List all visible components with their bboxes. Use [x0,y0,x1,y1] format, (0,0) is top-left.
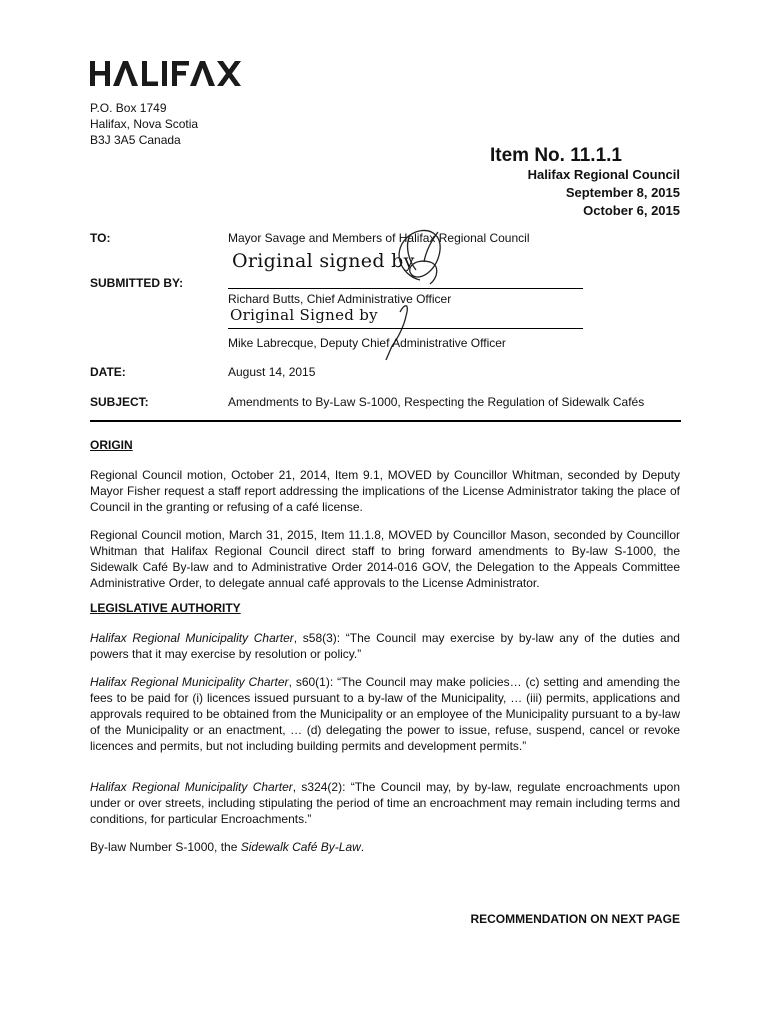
bylaw-prefix: By-law Number S-1000, the [90,840,241,854]
origin-paragraph-1: Regional Council motion, October 21, 2014, Item 9.1, MOVED by Councillor Whitman, seconded by Deputy Mayor Fisher request a staff report addressing the implications of the License Administrator taking the place of Council in the granting or refusing of a café license. [90,468,680,514]
submitted-by-label: SUBMITTED BY: [90,276,184,290]
address-line: P.O. Box 1749 [90,101,167,115]
origin-heading: ORIGIN [90,438,133,452]
charter-source: Halifax Regional Municipality Charter [90,780,293,794]
address-line: B3J 3A5 Canada [90,133,181,147]
signer-name-1: Richard Butts, Chief Administrative Officer [228,292,452,306]
subject-value: Amendments to By-Law S-1000, Respecting the Regulation of Sidewalk Cafés [228,395,645,409]
bylaw-title: Sidewalk Café By-Law [240,840,361,854]
signature-line [228,328,583,329]
halifax-logo [90,58,242,90]
next-page-note: RECOMMENDATION ON NEXT PAGE [470,912,680,926]
item-number: Item No. 11.1.1 [489,145,622,166]
meeting-date: September 8, 2015 [565,185,680,200]
charter-source: Halifax Regional Municipality Charter [90,675,289,689]
signer-name-2: Mike Labrecque, Deputy Chief Administrative Officer [228,336,506,350]
bylaw-reference [90,839,680,855]
legislative-item [90,674,680,754]
legislative-item [90,630,680,662]
date-label: DATE: [90,365,126,379]
signature-text-2: Original Signed by [230,306,378,324]
to-label: TO: [90,231,111,245]
charter-text: , s60(1): “The Council may make policies… (c) setting and amending the fees to be paid for (i) licences issued pursuant to a by-law of the Municipality, … (iii) permits, applications and approvals required to be obtained from the Municipality or an employee of the Municipality pursuant to a by-law of the Municipality or an enactment, … (d) delegating the power to issue, refuse, suspend, cancel or revoke licences and permits, but not including building permits and development permits.” [90,675,680,753]
date-value: August 14, 2015 [228,365,316,379]
bylaw-suffix: . [360,840,365,854]
charter-text: , s324(2): “The Council may, by by-law, regulate encroachments upon under or over streets, including stipulating the period of time an encroachment may remain including terms and conditions, for particular Encroachments.” [90,780,680,826]
to-value: Mayor Savage and Members of Halifax Regional Council [228,231,530,245]
signature-line [228,288,583,289]
charter-source: Halifax Regional Municipality Charter [90,631,294,645]
legislative-heading: LEGISLATIVE AUTHORITY [90,601,241,615]
charter-text: , s58(3): “The Council may exercise by by-law any of the duties and powers that it may exercise by resolution or policy.” [90,631,680,661]
council-name: Halifax Regional Council [527,167,680,182]
origin-paragraph-2: Regional Council motion, March 31, 2015, Item 11.1.8, MOVED by Councillor Mason, seconded by Councillor Whitman that Halifax Regional Council direct staff to bring forward amendments to By-law S-1000, the Sidewalk Café By-law and to Administrative Order 2014-016 GOV, the Delegation to the Appeals Committee Administrative Order, to delegate annual café approvals to the License Administrator. [90,528,680,590]
mailing-address [90,100,198,148]
address-line: Halifax, Nova Scotia [90,117,199,131]
meeting-info [528,166,680,220]
subject-label: SUBJECT: [90,395,149,409]
meeting-date: October 6, 2015 [583,203,680,218]
section-divider [90,420,681,422]
legislative-item [90,779,680,827]
signature-text-1: Original signed by [232,250,415,272]
